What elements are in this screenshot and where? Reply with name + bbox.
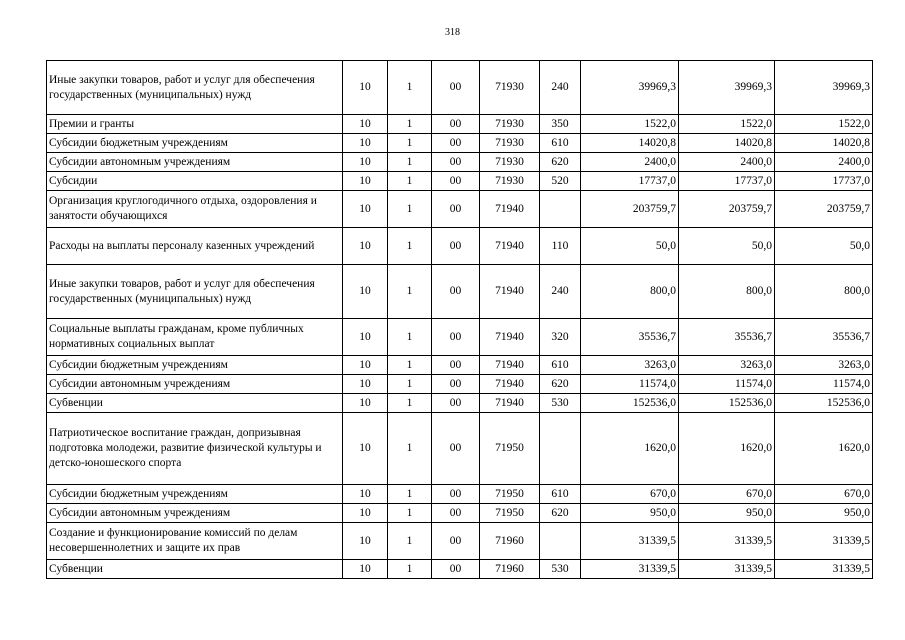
subsection-code-cell: 1	[388, 356, 432, 375]
amount-2-cell: 11574,0	[679, 375, 775, 394]
program-code-cell: 00	[432, 413, 480, 485]
subsection-code-cell: 1	[388, 191, 432, 228]
budget-table-body	[47, 61, 873, 579]
target-article-cell: 71930	[480, 61, 540, 115]
program-code-cell: 00	[432, 61, 480, 115]
program-code-cell: 00	[432, 375, 480, 394]
target-article-cell: 71950	[480, 413, 540, 485]
expense-name-cell: Иные закупки товаров, работ и услуг для обеспечения государственных (муниципальных) нужд	[47, 61, 343, 115]
amount-2-cell: 3263,0	[679, 356, 775, 375]
section-code-cell: 10	[343, 504, 388, 523]
section-code-cell: 10	[343, 115, 388, 134]
amount-3-cell: 50,0	[775, 228, 873, 265]
subsection-code-cell: 1	[388, 504, 432, 523]
amount-2-cell: 2400,0	[679, 153, 775, 172]
expense-name-cell: Создание и функционирование комиссий по делам несовершеннолетних и защите их прав	[47, 523, 343, 560]
target-article-cell: 71950	[480, 485, 540, 504]
amount-1-cell: 17737,0	[581, 172, 679, 191]
subsection-code-cell: 1	[388, 413, 432, 485]
table-row	[47, 191, 873, 228]
amount-2-cell: 1620,0	[679, 413, 775, 485]
section-code-cell: 10	[343, 134, 388, 153]
table-row	[47, 356, 873, 375]
table-row	[47, 115, 873, 134]
table-row	[47, 485, 873, 504]
table-row	[47, 319, 873, 356]
section-code-cell: 10	[343, 172, 388, 191]
amount-3-cell: 11574,0	[775, 375, 873, 394]
target-article-cell: 71940	[480, 375, 540, 394]
amount-2-cell: 1522,0	[679, 115, 775, 134]
page-number: 318	[445, 27, 460, 38]
section-code-cell: 10	[343, 394, 388, 413]
table-row	[47, 134, 873, 153]
program-code-cell: 00	[432, 172, 480, 191]
expense-name-cell: Субсидии автономным учреждениям	[47, 375, 343, 394]
program-code-cell: 00	[432, 394, 480, 413]
amount-1-cell: 2400,0	[581, 153, 679, 172]
section-code-cell: 10	[343, 319, 388, 356]
expense-type-cell: 610	[540, 485, 581, 504]
expense-type-cell: 530	[540, 394, 581, 413]
subsection-code-cell: 1	[388, 375, 432, 394]
section-code-cell: 10	[343, 523, 388, 560]
target-article-cell: 71940	[480, 319, 540, 356]
amount-2-cell: 950,0	[679, 504, 775, 523]
section-code-cell: 10	[343, 356, 388, 375]
expense-type-cell: 620	[540, 375, 581, 394]
amount-2-cell: 152536,0	[679, 394, 775, 413]
target-article-cell: 71950	[480, 504, 540, 523]
subsection-code-cell: 1	[388, 394, 432, 413]
amount-1-cell: 11574,0	[581, 375, 679, 394]
program-code-cell: 00	[432, 191, 480, 228]
amount-1-cell: 35536,7	[581, 319, 679, 356]
amount-1-cell: 31339,5	[581, 560, 679, 579]
table-row	[47, 560, 873, 579]
budget-table	[46, 60, 873, 579]
expense-name-cell: Социальные выплаты гражданам, кроме публичных нормативных социальных выплат	[47, 319, 343, 356]
expense-type-cell	[540, 413, 581, 485]
expense-name-cell: Субсидии автономным учреждениям	[47, 153, 343, 172]
program-code-cell: 00	[432, 523, 480, 560]
program-code-cell: 00	[432, 153, 480, 172]
amount-3-cell: 203759,7	[775, 191, 873, 228]
section-code-cell: 10	[343, 485, 388, 504]
amount-3-cell: 39969,3	[775, 61, 873, 115]
table-row	[47, 504, 873, 523]
subsection-code-cell: 1	[388, 115, 432, 134]
expense-type-cell: 610	[540, 134, 581, 153]
expense-type-cell: 110	[540, 228, 581, 265]
amount-2-cell: 39969,3	[679, 61, 775, 115]
amount-3-cell: 31339,5	[775, 560, 873, 579]
table-row	[47, 153, 873, 172]
program-code-cell: 00	[432, 134, 480, 153]
amount-2-cell: 31339,5	[679, 560, 775, 579]
expense-name-cell: Расходы на выплаты персоналу казенных учреждений	[47, 228, 343, 265]
expense-type-cell: 320	[540, 319, 581, 356]
program-code-cell: 00	[432, 485, 480, 504]
expense-name-cell: Субсидии	[47, 172, 343, 191]
expense-name-cell: Премии и гранты	[47, 115, 343, 134]
amount-2-cell: 35536,7	[679, 319, 775, 356]
table-row	[47, 172, 873, 191]
amount-3-cell: 2400,0	[775, 153, 873, 172]
amount-2-cell: 14020,8	[679, 134, 775, 153]
expense-type-cell: 620	[540, 153, 581, 172]
program-code-cell: 00	[432, 265, 480, 319]
target-article-cell: 71930	[480, 134, 540, 153]
amount-3-cell: 3263,0	[775, 356, 873, 375]
amount-1-cell: 14020,8	[581, 134, 679, 153]
amount-3-cell: 14020,8	[775, 134, 873, 153]
amount-1-cell: 3263,0	[581, 356, 679, 375]
expense-type-cell: 240	[540, 265, 581, 319]
expense-name-cell: Организация круглогодичного отдыха, оздоровления и занятости обучающихся	[47, 191, 343, 228]
amount-1-cell: 800,0	[581, 265, 679, 319]
amount-3-cell: 950,0	[775, 504, 873, 523]
amount-3-cell: 1522,0	[775, 115, 873, 134]
expense-type-cell: 610	[540, 356, 581, 375]
target-article-cell: 71940	[480, 394, 540, 413]
section-code-cell: 10	[343, 153, 388, 172]
amount-1-cell: 950,0	[581, 504, 679, 523]
expense-name-cell: Иные закупки товаров, работ и услуг для обеспечения государственных (муниципальных) нужд	[47, 265, 343, 319]
expense-type-cell	[540, 523, 581, 560]
amount-1-cell: 203759,7	[581, 191, 679, 228]
amount-2-cell: 50,0	[679, 228, 775, 265]
program-code-cell: 00	[432, 319, 480, 356]
program-code-cell: 00	[432, 115, 480, 134]
amount-3-cell: 31339,5	[775, 523, 873, 560]
expense-type-cell: 620	[540, 504, 581, 523]
subsection-code-cell: 1	[388, 523, 432, 560]
table-row	[47, 61, 873, 115]
section-code-cell: 10	[343, 191, 388, 228]
amount-1-cell: 1620,0	[581, 413, 679, 485]
section-code-cell: 10	[343, 560, 388, 579]
table-row	[47, 228, 873, 265]
expense-name-cell: Субсидии бюджетным учреждениям	[47, 356, 343, 375]
target-article-cell: 71960	[480, 523, 540, 560]
amount-1-cell: 31339,5	[581, 523, 679, 560]
target-article-cell: 71960	[480, 560, 540, 579]
program-code-cell: 00	[432, 560, 480, 579]
amount-3-cell: 35536,7	[775, 319, 873, 356]
section-code-cell: 10	[343, 375, 388, 394]
target-article-cell: 71930	[480, 153, 540, 172]
amount-2-cell: 203759,7	[679, 191, 775, 228]
table-row	[47, 523, 873, 560]
target-article-cell: 71940	[480, 265, 540, 319]
section-code-cell: 10	[343, 61, 388, 115]
subsection-code-cell: 1	[388, 134, 432, 153]
amount-1-cell: 670,0	[581, 485, 679, 504]
amount-2-cell: 670,0	[679, 485, 775, 504]
expense-type-cell: 520	[540, 172, 581, 191]
target-article-cell: 71930	[480, 115, 540, 134]
expense-name-cell: Субсидии бюджетным учреждениям	[47, 485, 343, 504]
amount-3-cell: 800,0	[775, 265, 873, 319]
subsection-code-cell: 1	[388, 265, 432, 319]
amount-1-cell: 39969,3	[581, 61, 679, 115]
section-code-cell: 10	[343, 228, 388, 265]
expense-name-cell: Субсидии автономным учреждениям	[47, 504, 343, 523]
program-code-cell: 00	[432, 228, 480, 265]
subsection-code-cell: 1	[388, 319, 432, 356]
subsection-code-cell: 1	[388, 172, 432, 191]
expense-name-cell: Субсидии бюджетным учреждениям	[47, 134, 343, 153]
expense-type-cell: 350	[540, 115, 581, 134]
subsection-code-cell: 1	[388, 485, 432, 504]
expense-type-cell	[540, 191, 581, 228]
table-row	[47, 265, 873, 319]
program-code-cell: 00	[432, 356, 480, 375]
subsection-code-cell: 1	[388, 61, 432, 115]
amount-2-cell: 800,0	[679, 265, 775, 319]
target-article-cell: 71940	[480, 228, 540, 265]
expense-name-cell: Патриотическое воспитание граждан, допризывная подготовка молодежи, развитие физической культуры и детско-юношеского спорта	[47, 413, 343, 485]
amount-1-cell: 152536,0	[581, 394, 679, 413]
table-row	[47, 375, 873, 394]
program-code-cell: 00	[432, 504, 480, 523]
expense-name-cell: Субвенции	[47, 394, 343, 413]
amount-2-cell: 31339,5	[679, 523, 775, 560]
amount-3-cell: 670,0	[775, 485, 873, 504]
table-row	[47, 394, 873, 413]
section-code-cell: 10	[343, 413, 388, 485]
amount-3-cell: 17737,0	[775, 172, 873, 191]
target-article-cell: 71940	[480, 356, 540, 375]
target-article-cell: 71930	[480, 172, 540, 191]
expense-type-cell: 240	[540, 61, 581, 115]
amount-1-cell: 50,0	[581, 228, 679, 265]
expense-type-cell: 530	[540, 560, 581, 579]
table-row	[47, 413, 873, 485]
section-code-cell: 10	[343, 265, 388, 319]
amount-3-cell: 1620,0	[775, 413, 873, 485]
amount-3-cell: 152536,0	[775, 394, 873, 413]
expense-name-cell: Субвенции	[47, 560, 343, 579]
subsection-code-cell: 1	[388, 560, 432, 579]
target-article-cell: 71940	[480, 191, 540, 228]
subsection-code-cell: 1	[388, 228, 432, 265]
amount-2-cell: 17737,0	[679, 172, 775, 191]
amount-1-cell: 1522,0	[581, 115, 679, 134]
subsection-code-cell: 1	[388, 153, 432, 172]
